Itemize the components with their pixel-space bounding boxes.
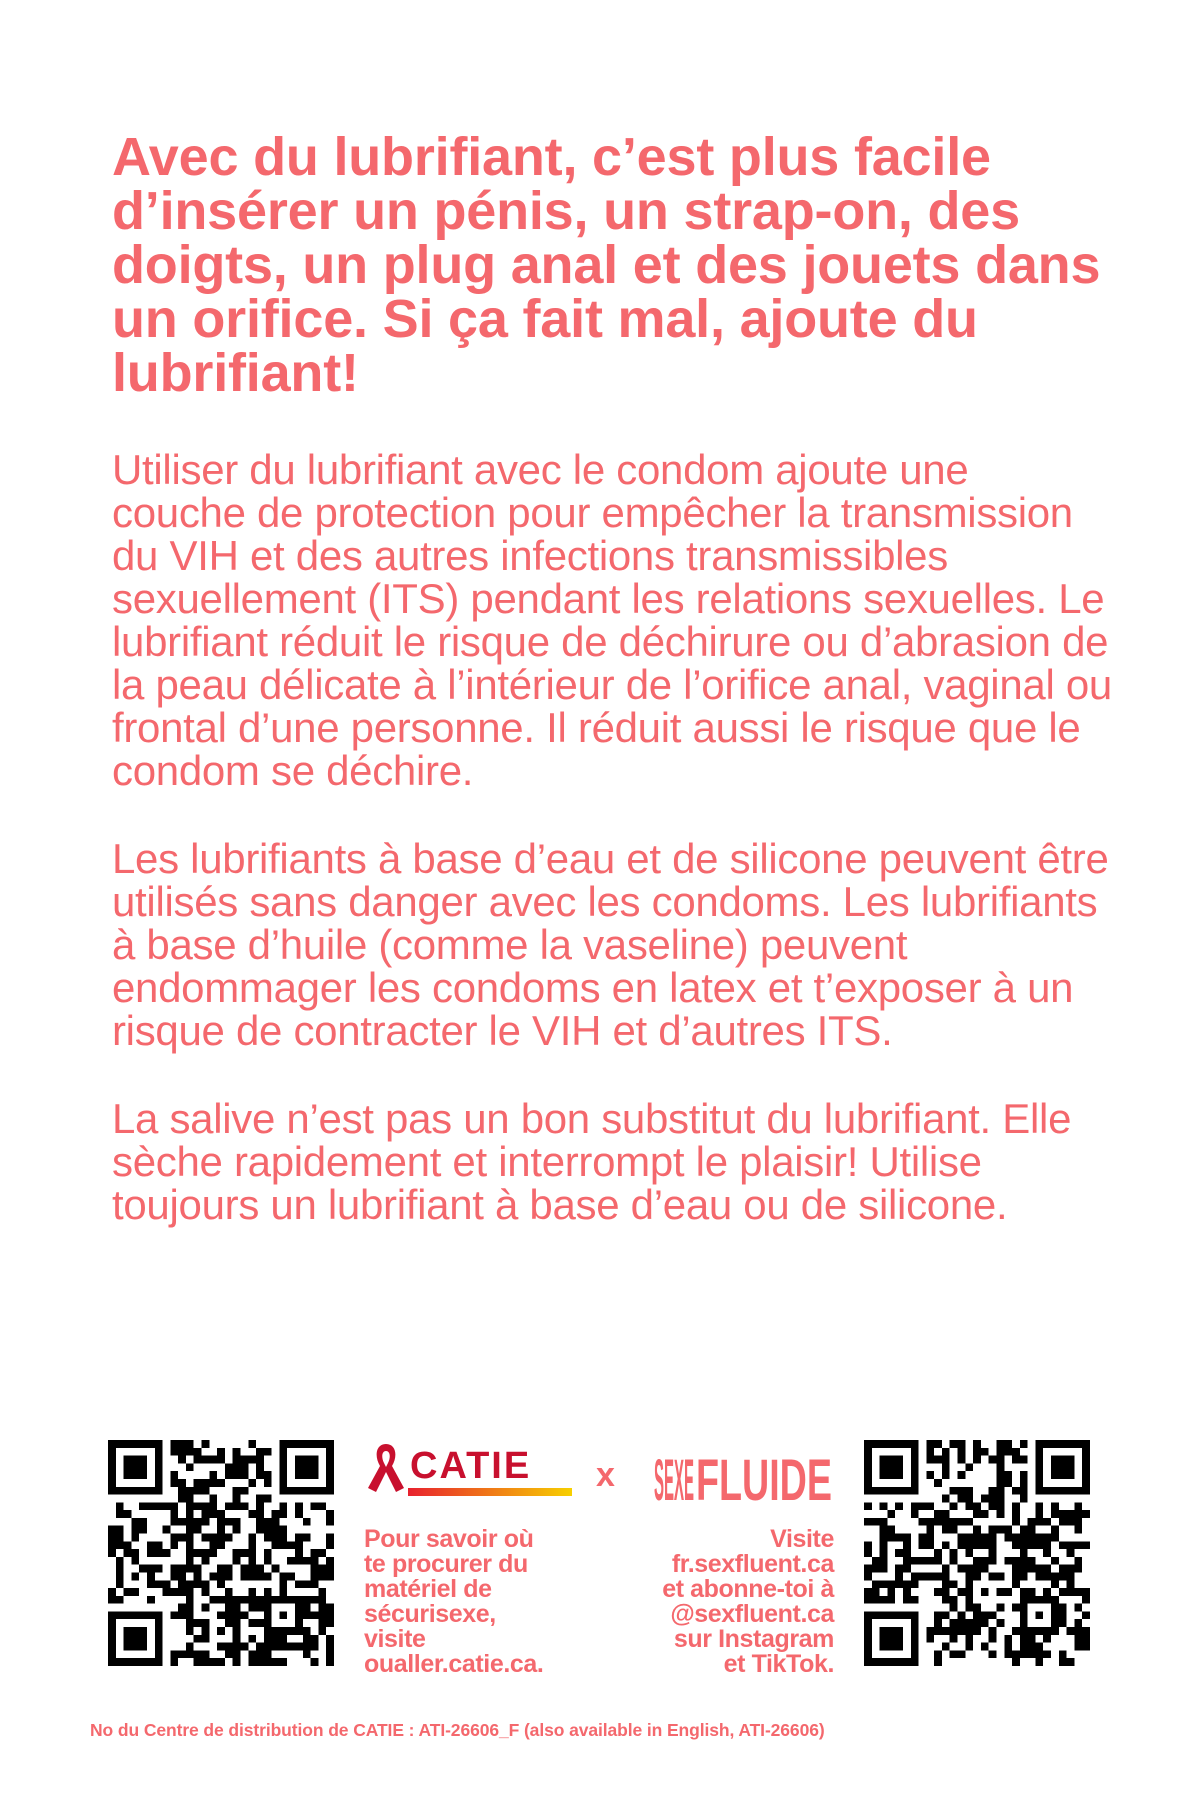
paragraph-saliva: La salive n’est pas un bon substitut du lubrifiant. Elle sèche rapidement et interrompt le plaisir! Utilise toujours un lubrifiant à base d’eau ou de silicone. [112,1095,1072,1228]
qr-code-right-icon[interactable] [864,1440,1090,1666]
svg-text:SEXE: SEXE [654,1448,694,1502]
svg-text:FLUIDE: FLUIDE [696,1448,832,1502]
sexfluent-info-text: Visite fr.sexfluent.ca et abonne-toi à @sexfluent.ca sur Instagram et TikTok. [624,1527,834,1677]
sexfluent-handle[interactable]: @sexfluent.ca [670,1600,834,1628]
paragraph-lube-protection: Utiliser du lubrifiant avec le condom ajoute une couche de protection pour empêcher la transmission du VIH et des autres infections transmissibles sexuellement (ITS) pendant les relations sexuelles. Le lubrifiant réduit le risque de déchirure ou d’abrasion de la peau délicate à l’intérieur de l’orifice anal, vaginal ou frontal d’une personne. Il réduit aussi le risque que le condom se déchire. [112,446,1112,794]
footer [108,1440,1098,1700]
red-ribbon-icon [368,1444,404,1492]
qr-code-left-icon[interactable] [108,1440,334,1666]
catie-logo-text: CATIE [410,1445,532,1487]
main-content [112,127,1112,1228]
paragraph-lube-types: Les lubrifiants à base d’eau et de silicone peuvent être utilisés sans danger avec les condoms. Les lubrifiants à base d’huile (comme la vaseline) peuvent endommager les condoms en latex et t’exposer à un risque de contracter le VIH et d’autres ITS. [112,835,1109,1054]
catie-url-link[interactable]: oualler.catie.ca. [364,1650,544,1678]
distribution-note: No du Centre de distribution de CATIE : ATI-26606_F (also available in English, ATI-26606) [90,1720,825,1740]
headline: Avec du lubrifiant, c’est plus facile d’insérer un pénis, un strap-on, des doigts, un plug anal et des jouets dans un orifice. Si ça fait mal, ajoute du lubrifiant! [112,127,1101,403]
collaboration-separator: x [596,1456,615,1494]
catie-logo [364,1440,574,1506]
sexfluent-url-link[interactable]: fr.sexfluent.ca [671,1550,834,1578]
catie-info-text: Pour savoir où te procurer du matériel de sécurisexe, visite oualler.catie.ca. [364,1527,604,1677]
sexe-fluide-logo [654,1444,834,1502]
